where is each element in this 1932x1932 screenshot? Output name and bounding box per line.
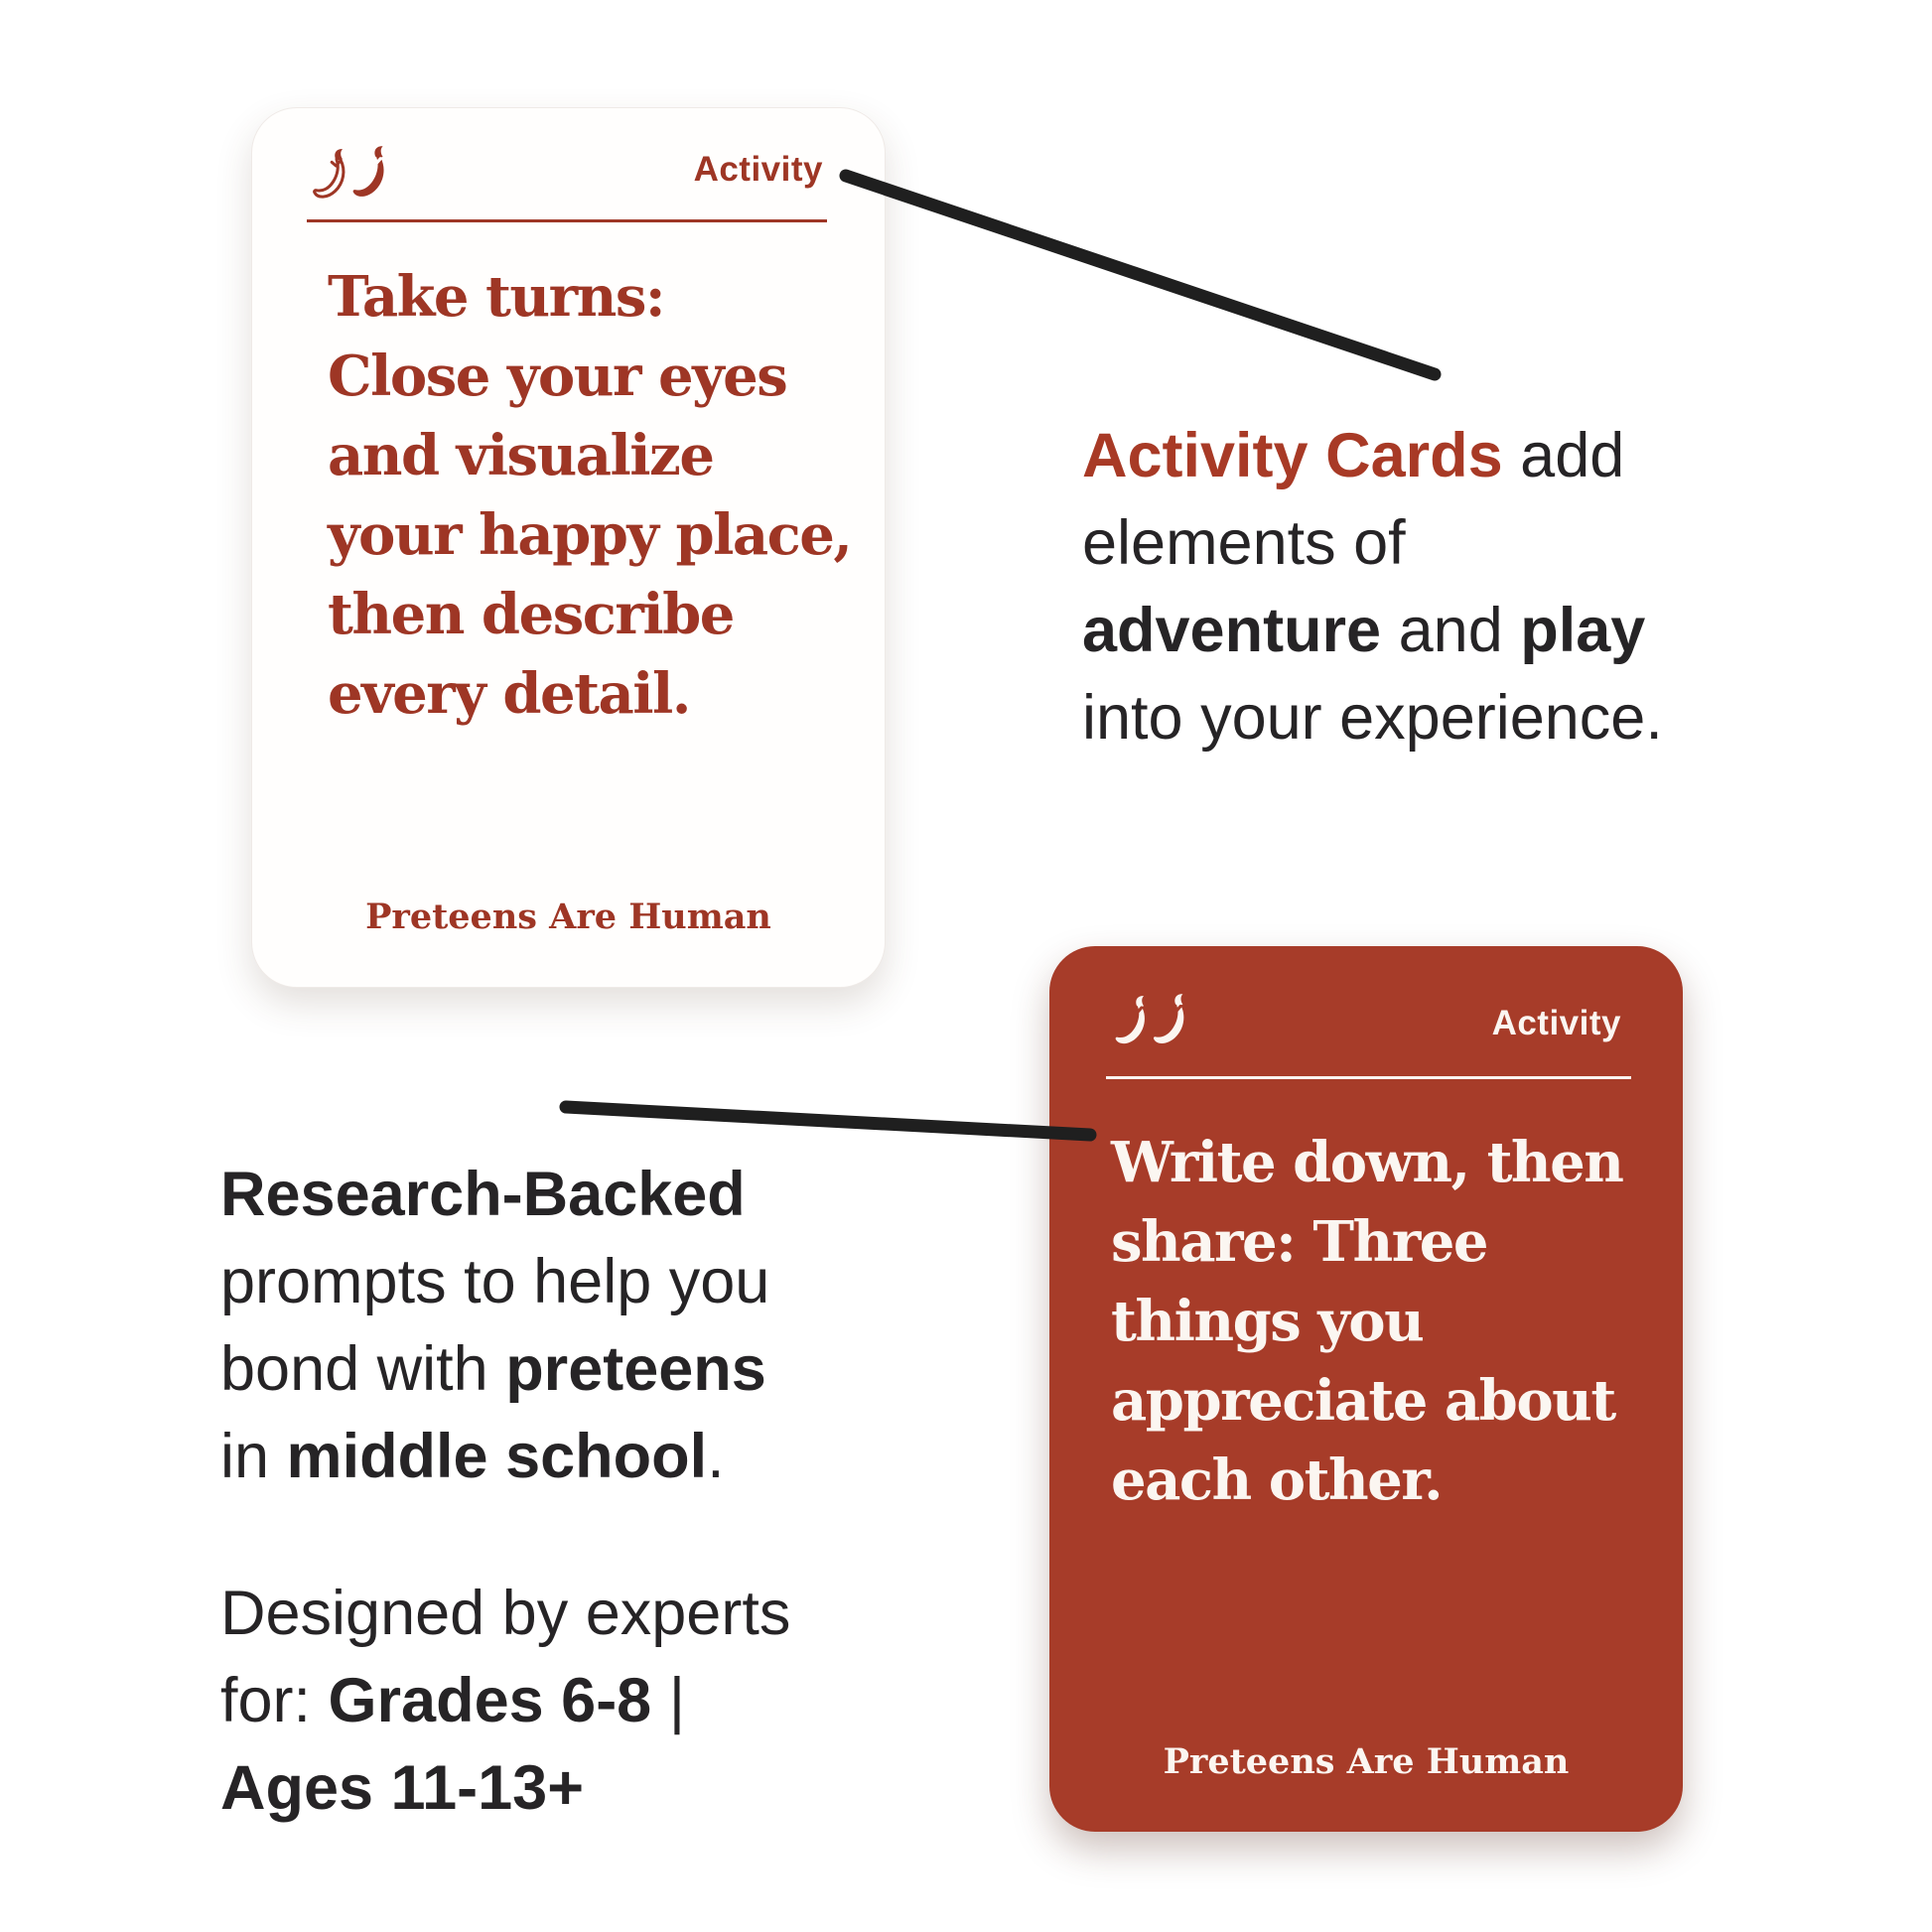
activity-card-white	[251, 107, 886, 988]
note-activity-cards	[1082, 412, 1663, 761]
card-prompt-text	[328, 257, 855, 734]
note-bold: middle school	[286, 1422, 708, 1491]
card-prompt-text	[1111, 1123, 1653, 1520]
note-line	[220, 1325, 769, 1413]
card-type-label: Activity	[1491, 1004, 1621, 1042]
note-line: Designed by experts	[220, 1579, 791, 1648]
note-text: and	[1381, 596, 1521, 665]
note-bold: Grades 6-8	[328, 1666, 652, 1735]
note-line: elements of	[1082, 508, 1406, 578]
chili-filled-icon	[1151, 992, 1194, 1047]
note-bold: preteens	[505, 1334, 766, 1404]
chili-outline-icon	[312, 147, 353, 201]
note-bold: adventure	[1082, 596, 1382, 665]
card-icon-row	[312, 144, 395, 201]
note-bold: Ages 11-13+	[220, 1753, 585, 1823]
prompt-line: then describe	[328, 582, 734, 647]
note-bold: play	[1520, 596, 1646, 665]
note-line	[1082, 587, 1663, 674]
note-text: bond with	[220, 1334, 506, 1404]
card-brand-footer: Preteens Are Human	[1163, 1741, 1570, 1782]
activity-card-red	[1049, 946, 1683, 1832]
note-research-backed	[220, 1151, 769, 1500]
note-line	[220, 1413, 769, 1500]
card-brand-footer: Preteens Are Human	[365, 897, 771, 937]
note-designed-by-experts	[220, 1570, 790, 1832]
note-line	[220, 1657, 790, 1744]
prompt-line: appreciate about	[1111, 1368, 1615, 1434]
note-text: |	[651, 1666, 686, 1735]
prompt-line: every detail.	[328, 661, 690, 727]
note-bold: Research-Backed	[220, 1160, 746, 1229]
card-header-rule	[1106, 1076, 1631, 1079]
prompt-line: things you	[1111, 1289, 1424, 1354]
chili-filled-icon	[349, 144, 395, 201]
prompt-line: Take turns:	[328, 264, 665, 330]
note-line	[220, 1744, 790, 1832]
prompt-line: share: Three	[1111, 1209, 1487, 1275]
prompt-line: and visualize	[328, 423, 714, 488]
note-line: prompts to help you	[220, 1247, 770, 1316]
note-line: into your experience.	[1082, 683, 1663, 753]
connector-line-research	[566, 1107, 1090, 1135]
note-text: for:	[220, 1666, 329, 1735]
prompt-line: Close your eyes	[328, 344, 787, 409]
prompt-line: your happy place,	[328, 502, 852, 568]
note-text: add	[1502, 421, 1625, 490]
note-line	[1082, 412, 1663, 499]
note-line	[220, 1151, 769, 1238]
note-text: in	[220, 1422, 287, 1491]
connector-line-activity	[846, 176, 1435, 374]
note-highlight: Activity Cards	[1082, 421, 1503, 490]
card-icon-row	[1113, 992, 1194, 1047]
note-text: .	[707, 1422, 725, 1491]
card-type-label: Activity	[693, 150, 823, 189]
card-header-rule	[307, 219, 827, 222]
prompt-line: Write down, then	[1111, 1130, 1623, 1195]
chili-filled-icon	[1113, 994, 1155, 1047]
prompt-line: each other.	[1111, 1448, 1443, 1513]
